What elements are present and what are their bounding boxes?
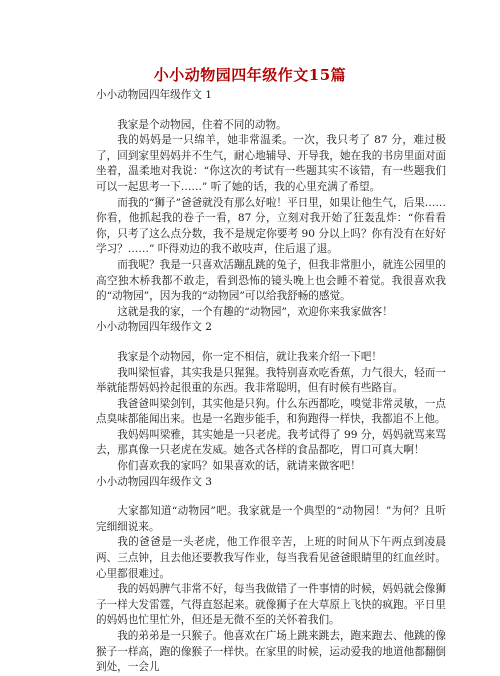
spacer <box>96 490 446 504</box>
paragraph: 大家都知道“动物园”吧。我家就是一个典型的“动物园！”为何？且听完细细说来。 <box>96 505 446 533</box>
paragraph: 我的妈妈脾气非常不好，每当我做错了一件事情的时候，妈妈就会像狮子一样大发雷霆，气得直怒起来。就像狮子在大草原上飞快的疯跑。平日里的妈妈也忙里忙外，但还是无微不至的关怀着我们。 <box>96 583 446 627</box>
paragraph: 我家是个动物园，你一定不相信，就让我来介绍一下吧！ <box>117 350 383 363</box>
paragraph: 这就是我的家，一个有趣的“动物园”，欢迎你来我家做客！ <box>117 305 393 318</box>
paragraph: 我的弟弟是一只猴子。他喜欢在广场上跳来跳去，跑来跑去、他跳的像猴子一样高，跑的像猴子一样快。在家里的时候，运动爱我的地道他都翻倒到处，一会儿 <box>96 630 446 674</box>
paragraph: 我妈妈叫梁雅，其实她是一只老虎。我考试得了 99 分，妈妈就骂来骂去，那真像一只老虎在发威。她各式各样的食品都吃，胃口可真大啊！ <box>96 428 446 457</box>
section-heading: 小小动物园四年级作文 1 <box>96 89 213 101</box>
paragraph: 我叫梁恒睿，其实我是只猩猩。我特别喜欢吃香蕉，力气很大，轻而一举就能帮妈妈拎起很重的东西。我非常聪明，但有时候有些路盲。 <box>96 366 446 395</box>
paragraph: 你们喜欢我的家吗？如果喜欢的话，就请来做客吧！ <box>117 460 361 473</box>
document-body <box>96 88 446 676</box>
paragraph: 我的爸爸是一头老虎，他工作很辛苦，上班的时间从下午两点到凌晨两、三点钟，且去他还要教我写作业，每当我看见爸爸眼睛里的红血丝时。心里都很难过。 <box>96 536 446 580</box>
spacer <box>96 336 446 350</box>
document-title: 小小动物园四年级作文15篇 <box>153 66 347 84</box>
paragraph: 我家是个动物园，住着不同的动物。 <box>117 118 287 131</box>
paragraph: 我爸爸叫梁剑钊，其实他是只狗。什么东西都吃，嗅觉非常灵敏，一点点臭味都能闻出来。也是一名跑步能手，和狗跑得一样快，我都追不上他。 <box>96 397 446 426</box>
spacer <box>96 104 446 118</box>
section-heading: 小小动物园四年级作文 2 <box>96 321 213 334</box>
section-heading: 小小动物园四年级作文 3 <box>96 475 213 488</box>
paragraph: 我的妈妈是一只绵羊，她非常温柔。一次，我只考了 87 分，难过极了，回到家里妈妈并不生气，耐心地辅导、开导我，她在我的书房里面对面坐着，温柔地对我说：“你这次的考试有一些题其实不该错，有一些题我们可以一起思考一下……” 听了她的话，我的心里充满了希望。 <box>96 134 446 193</box>
paragraph: 而我的“狮子”爸爸就没有那么好啦！平日里，如果让他生气，后果……你看，他抓起我的卷子一看，87 分，立刻对我开始了狂轰乱炸：“你看看你，只考了这么点分数，我不是规定你要考 90 分以上吗？你有没有在好好学习？……” 吓得劝边的我不敢吱声，住后退了退。 <box>96 196 446 256</box>
paragraph: 而我呢？我是一只喜欢活蹦乱跳的兔子，但我非常胆小，就连公园里的高空独木桥我都不敢走，看到恐怖的镜头晚上也会睡不着觉。我很喜欢我的“动物园”，因为我的“动物园”可以给我舒畅的感觉。 <box>96 258 446 303</box>
